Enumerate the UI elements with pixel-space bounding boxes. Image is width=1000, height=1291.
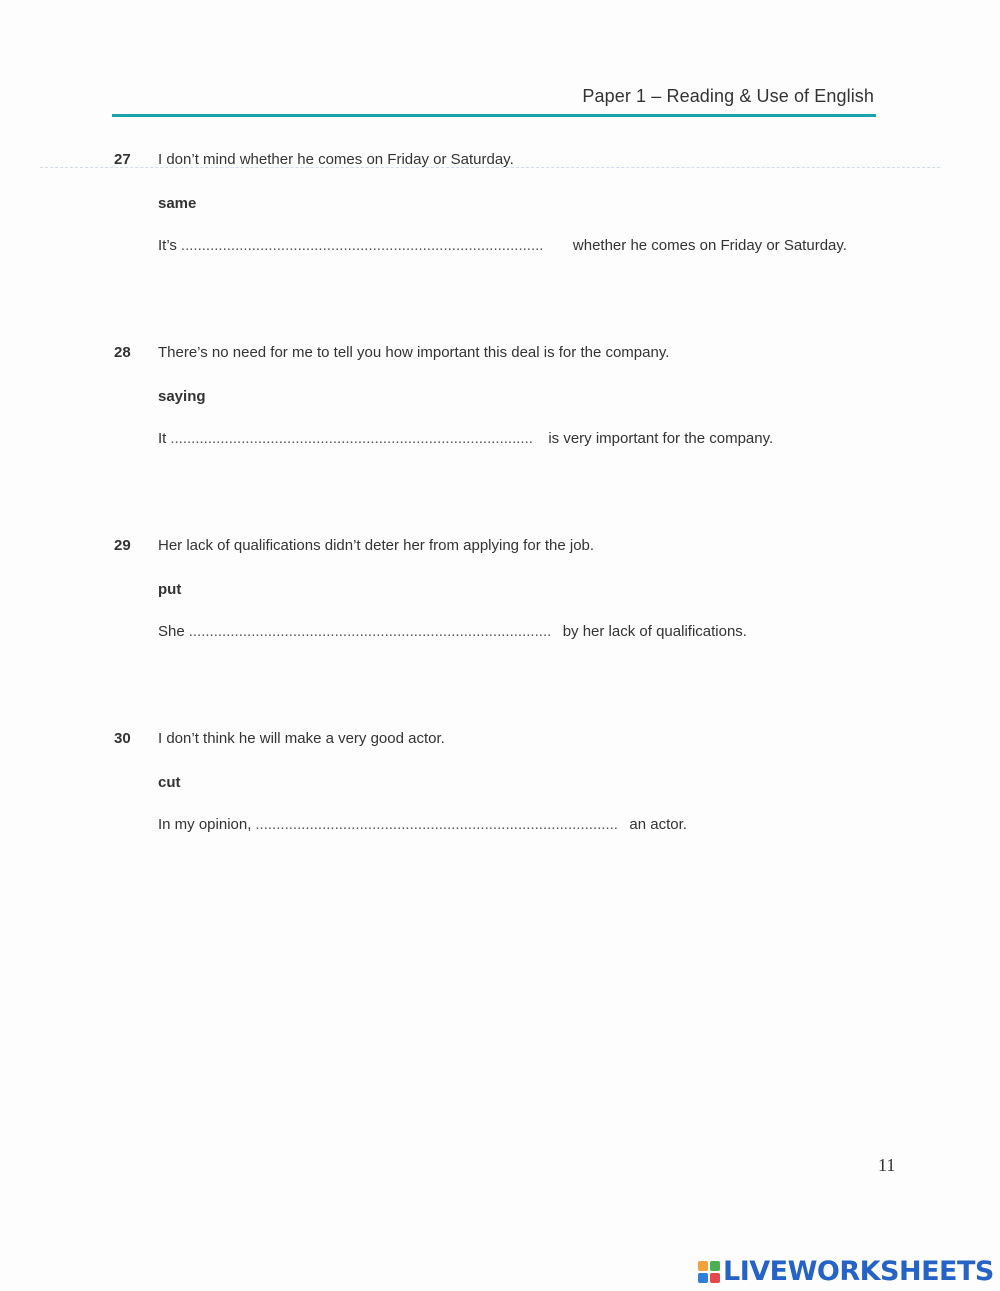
answer-prefix: It — [158, 430, 167, 447]
answer-blank[interactable]: ....................................................................................... — [188, 623, 552, 640]
answer-prefix: She — [158, 623, 185, 640]
question-keyword: saying — [158, 388, 206, 405]
answer-line — [158, 430, 773, 447]
question-sentence: There’s no need for me to tell you how important this deal is for the company. — [158, 344, 670, 361]
answer-prefix: In my opinion, — [158, 816, 252, 833]
page-number: 11 — [878, 1155, 896, 1175]
question-number: 28 — [114, 344, 131, 361]
question-sentence: I don’t think he will make a very good actor. — [158, 730, 445, 747]
answer-line — [158, 623, 747, 640]
answer-line — [158, 816, 687, 833]
question-number: 27 — [114, 151, 131, 168]
page-header-title: Paper 1 – Reading & Use of English — [582, 86, 874, 106]
answer-suffix: an actor. — [629, 816, 687, 833]
header-divider — [112, 114, 876, 117]
answer-blank[interactable]: ....................................................................................... — [170, 430, 533, 447]
answer-suffix: whether he comes on Friday or Saturday. — [572, 237, 847, 254]
question-number: 29 — [114, 537, 131, 554]
answer-blank[interactable]: ....................................................................................... — [180, 237, 544, 254]
question-keyword: same — [158, 195, 197, 212]
liveworksheets-logo-icon — [698, 1261, 720, 1283]
answer-suffix: by her lack of qualifications. — [562, 623, 747, 640]
question-sentence: Her lack of qualifications didn’t deter her from applying for the job. — [158, 537, 595, 554]
answer-suffix: is very important for the company. — [548, 430, 774, 447]
question-sentence: I don’t mind whether he comes on Friday or Saturday. — [158, 151, 514, 168]
answer-line — [158, 237, 847, 254]
question-keyword: put — [158, 581, 182, 598]
liveworksheets-logo[interactable] — [698, 1256, 994, 1287]
question-keyword: cut — [158, 774, 181, 791]
answer-prefix: It’s — [158, 237, 177, 254]
answer-blank[interactable]: ....................................................................................... — [255, 816, 618, 833]
logo-text: LIVEWORKSHEETS — [723, 1256, 994, 1287]
question-number: 30 — [114, 730, 131, 747]
